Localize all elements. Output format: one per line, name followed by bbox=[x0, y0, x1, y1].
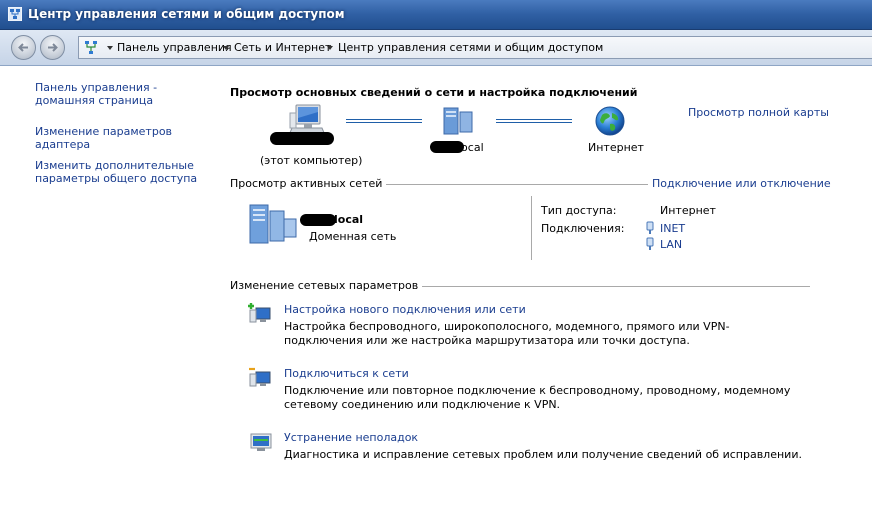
task-new-connection-desc: Настройка беспроводного, широкополосного, модемного, прямого или VPN-подключения или же настройка маршрутизатора или точки доступа. bbox=[284, 320, 730, 347]
map-link-line bbox=[346, 119, 422, 123]
page-title: Просмотр основных сведений о сети и настройка подключений bbox=[230, 86, 638, 99]
title-bar bbox=[0, 0, 872, 30]
redacted-computer-name bbox=[270, 132, 334, 145]
forward-arrow-icon bbox=[46, 41, 59, 54]
breadcrumb-network-center[interactable]: Центр управления сетями и общим доступом bbox=[338, 41, 604, 54]
breadcrumb-separator-icon[interactable] bbox=[107, 46, 113, 50]
active-networks-title: Просмотр активных сетей bbox=[230, 177, 386, 190]
breadcrumb-network-internet[interactable]: Сеть и Интернет bbox=[234, 41, 332, 54]
connection-inet-link[interactable]: INET bbox=[660, 222, 686, 235]
access-type-label: Тип доступа: bbox=[541, 204, 617, 217]
address-bar[interactable] bbox=[78, 36, 872, 59]
sidebar-item-sharing-settings[interactable]: Изменить дополнительные параметры общего доступа bbox=[35, 159, 198, 185]
sidebar-item-control-panel-home[interactable]: Панель управления - домашняя страница bbox=[35, 81, 158, 107]
connection-lan-link[interactable]: LAN bbox=[660, 238, 683, 251]
task-connect-network-desc: Подключение или повторное подключение к беспроводному, проводному, модемному сетевому соединению или подключение к VPN. bbox=[284, 384, 791, 411]
task-troubleshoot-desc: Диагностика и исправление сетевых проблем или получение сведений об исправлении. bbox=[284, 448, 802, 461]
breadcrumb-separator-icon[interactable] bbox=[327, 46, 333, 50]
ethernet-icon bbox=[646, 221, 654, 235]
back-button[interactable] bbox=[11, 35, 36, 60]
network-center-icon bbox=[8, 7, 22, 21]
access-type-value: Интернет bbox=[660, 204, 716, 217]
domain-server-icon[interactable] bbox=[440, 106, 478, 136]
navigation-bar bbox=[0, 30, 872, 66]
back-arrow-icon bbox=[17, 41, 30, 54]
window-title: Центр управления сетями и общим доступом bbox=[28, 7, 345, 21]
redacted-network-name bbox=[300, 214, 336, 226]
network-type: Доменная сеть bbox=[309, 230, 397, 243]
breadcrumb-control-panel[interactable]: Панель управления bbox=[117, 41, 232, 54]
connect-network-icon[interactable] bbox=[248, 366, 274, 390]
forward-button[interactable] bbox=[40, 35, 65, 60]
map-link-line bbox=[496, 119, 572, 123]
internet-globe-icon[interactable] bbox=[594, 105, 626, 137]
domain-label: local bbox=[458, 141, 484, 154]
vertical-divider bbox=[531, 196, 532, 260]
task-troubleshoot-link[interactable]: Устранение неполадок bbox=[284, 431, 419, 444]
breadcrumb-separator-icon[interactable] bbox=[223, 46, 229, 50]
change-settings-title: Изменение сетевых параметров bbox=[230, 279, 422, 292]
task-new-connection-link[interactable]: Настройка нового подключения или сети bbox=[284, 303, 526, 316]
network-name: local bbox=[334, 213, 364, 226]
task-connect-network-link[interactable]: Подключиться к сети bbox=[284, 367, 409, 380]
sidebar-item-adapter-settings[interactable]: Изменение параметров адаптера bbox=[35, 125, 173, 151]
computer-label: (этот компьютер) bbox=[260, 154, 363, 167]
internet-label: Интернет bbox=[588, 141, 644, 154]
network-icon bbox=[84, 40, 98, 55]
ethernet-icon bbox=[646, 237, 654, 251]
full-map-link[interactable]: Просмотр полной карты bbox=[688, 106, 829, 119]
domain-network-icon[interactable] bbox=[248, 203, 298, 245]
connections-label: Подключения: bbox=[541, 222, 625, 235]
connect-disconnect-link[interactable]: Подключение или отключение bbox=[648, 177, 831, 190]
troubleshoot-icon[interactable] bbox=[248, 430, 274, 454]
new-connection-icon[interactable] bbox=[248, 302, 274, 326]
